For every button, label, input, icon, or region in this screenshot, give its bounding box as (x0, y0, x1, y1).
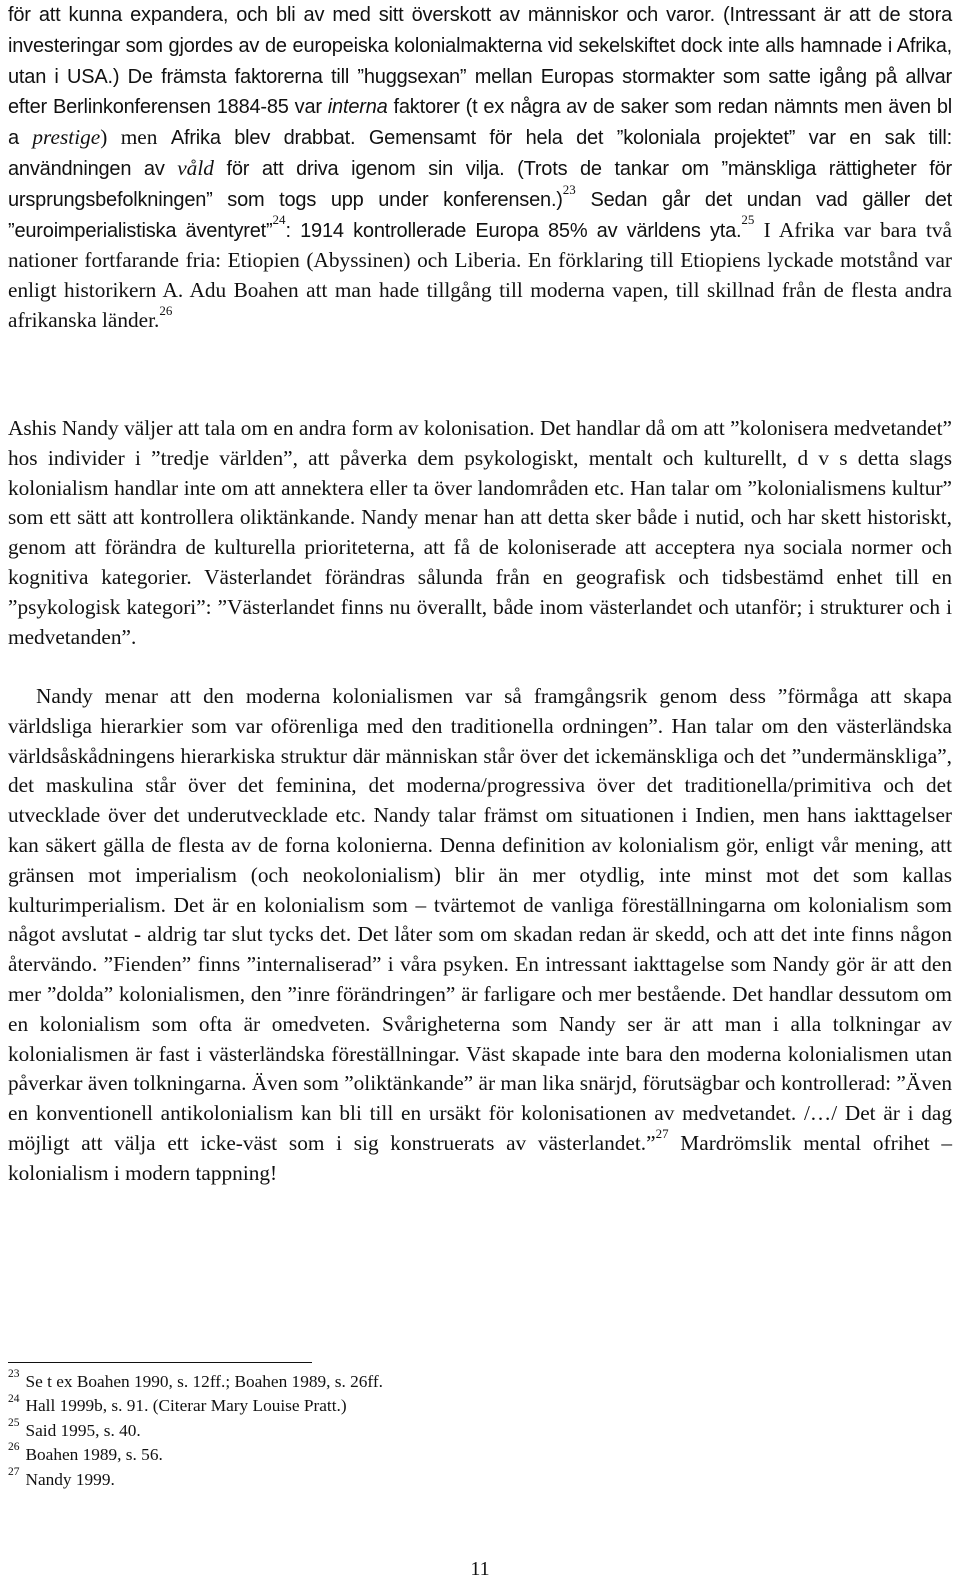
footnote-text: Hall 1999b, s. 91. (Citerar Mary Louise Pratt.) (25, 1396, 347, 1416)
paragraph-text: Afrika blev drabbat. Gemensamt för hela det ”koloniala projektet” var en sak till: användningen av (8, 127, 953, 180)
footnote-number: 23 (8, 1368, 20, 1381)
paragraph-colonial-expansion (8, 0, 952, 336)
footnotes (8, 1370, 708, 1492)
footnote-number: 26 (8, 1441, 20, 1454)
paragraph-nandy-colonisation: Ashis Nandy väljer att tala om en andra form av kolonisation. Det handlar då om att ”kolonisera medvetandet” hos individer i ”tredje världen”, att påverka dem psykologiskt, mentalt och kulturellt, d v s detta slags kolonialism handlar inte om att annektera eller ta över landområden etc. Han talar om ”kolonialismens kultur” som ett sätt att kontrollera oliktänkande. Nandy menar han att detta sker både i nutid, och har skett historiskt, genom att förändra de kulturella prioriteterna, att få de koloniserade att acceptera nya sociala normer och kognitiva kategorier. Västerlandet förändras sålunda från en geografisk och tidsbestämd enhet till en ”psykologisk kategori”: ”Västerlandet finns nu överallt, både inom västerlandet och utanför; i strukturer och i medvetanden”. (8, 416, 952, 649)
page-number: 11 (470, 1558, 490, 1580)
footnote (8, 1419, 708, 1443)
footnote-text: Boahen 1989, s. 56. (25, 1445, 163, 1465)
paragraph-text: faktorer (t ex några av de saker som redan nämnts men även bl a (8, 96, 952, 150)
emphasized-text: prestige (32, 125, 101, 150)
paragraph-text: Sedan går det undan vad gäller det ”euroimperialistiska äventyret” (8, 188, 952, 242)
footnote-reference[interactable]: 26 (159, 302, 173, 318)
footnote-number: 25 (8, 1417, 20, 1430)
footnote-reference[interactable]: 27 (655, 1125, 669, 1141)
footnote-text: Se t ex Boahen 1990, s. 12ff.; Boahen 1989, s. 26ff. (25, 1372, 383, 1391)
paragraph-nandy-hierarchies (8, 682, 952, 1189)
paragraph-text: I Afrika var bara två nationer fortfarande fria: Etiopien (Abyssinen) och Liberia. En förklaring till Etiopiens lyckade motstånd var enligt historikern A. Adu Boahen att man hade tillgång till moderna vapen, till skillnad från de flesta andra afrikanska länder. (8, 217, 952, 332)
emphasized-text: våld (177, 155, 214, 180)
paragraph-text: Nandy menar att den moderna kolonialismen var så framgångsrik genom dess ”förmåga att skapa världsliga hierarkier som var oförenliga med den traditionella ordningen”. Han talar om den västerländska världsåskådningens hierarkiska struktur där människan står över det ickemänskliga och det ”undermänskliga”, det maskulina står över det feminina, det moderna/progressiva över det traditionella/primitiva och det utvecklade över det underutvecklade etc. Nandy talar främst om situationen i Indien, men hans iakttagelser kan säkert gälla de flesta av de forna kolonierna. Denna definition av kolonialism gör, enligt vår mening, att gränsen mot imperialism (och neokolonialism) blir än mer otydlig, inte minst mot det som kallas kulturimperialism. Det är en kolonialism som – tvärtemot de vanliga föreställningarna om kolonialism som något avslutat - aldrig tar slut tycks det. Det låter som om skadan redan är skedd, och att det inte finns någon återvändo. ”Fienden” finns ”internaliserad” i våra psyken. En intressant iakttagelse som Nandy gör är att den mer ”dolda” kolonialismen, den ”inre förändringen” är farligare och mer bestående. Det handlar dessutom om en kolonialism som ofta är omedveten. Svårigheterna som Nandy ser är att man i alla tolkningar av kolonialismen är fast i västerländska föreställningar. Väst skapade inte bara den moderna kolonialismen utan påverkar även tolkningarna. Även som ”oliktänkande” är man lika snärjd, förutsägbar och kontrollerad: ”Även en konventionell antikolonialism kan bli till en ursäkt för kolonisationen av medvetandet. /…/ Det är i dag möjligt att välja ett icke-väst som i sig konstruerats av västerlandet.” (8, 684, 952, 1155)
footnote (8, 1443, 708, 1467)
footnote (8, 1370, 708, 1394)
paragraph-text: : 1914 kontrollerade Europa 85% av världens yta. (285, 219, 742, 242)
footnote-reference[interactable]: 23 (562, 181, 576, 197)
paragraph-text: för att driva igenom sin vilja. (Trots de tankar om ”mänskliga rättigheter för ursprungsbefolkningen” som togs upp under konferensen.) (8, 157, 952, 211)
emphasized-text: interna (327, 96, 388, 119)
footnote (8, 1465, 708, 1492)
footnote-text: Nandy 1999. (25, 1469, 115, 1489)
paragraph-text: Mardrömslik mental ofrihet – kolonialism i modern tappning! (8, 1130, 953, 1185)
footnote-reference[interactable]: 25 (741, 212, 755, 228)
footnote-separator (8, 1362, 312, 1363)
footnote-reference[interactable]: 24 (272, 212, 286, 228)
footnote-number: 27 (8, 1465, 20, 1478)
footnote (8, 1394, 708, 1418)
paragraph-text: för att kunna expandera, och bli av med sitt överskott av människor och varor. (Intressant är att de stora investeringar som gjordes av de europeiska kolonialmakterna vid sekelskiftet dock inte alls hamnade i Afrika, utan i USA.) De främsta faktorerna till ”huggsexan” mellan Europas stormakter som satte igång på allvar efter Berlinkonferensen 1884-85 var (8, 4, 952, 119)
paragraph-text: ) men (100, 125, 171, 150)
footnote-number: 24 (8, 1392, 20, 1405)
footnote-text: Said 1995, s. 40. (25, 1420, 141, 1440)
